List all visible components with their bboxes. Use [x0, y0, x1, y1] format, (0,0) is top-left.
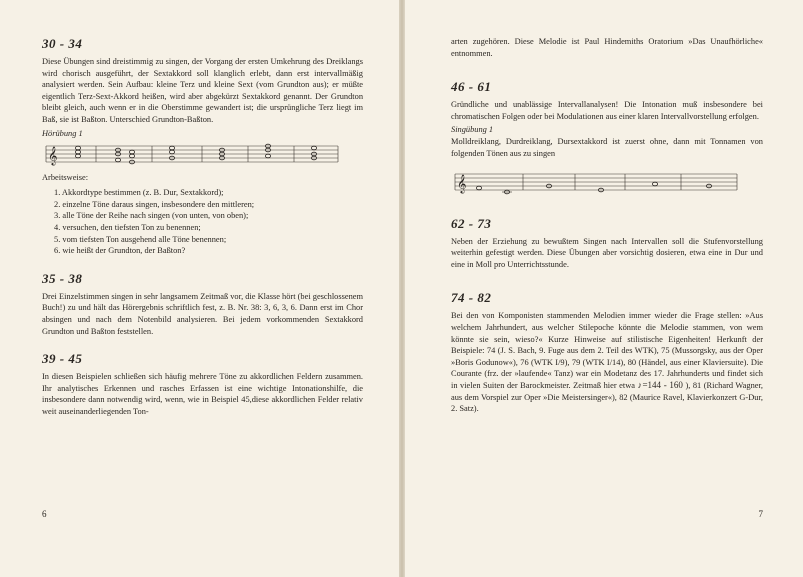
music-staff-hoeruebung [42, 142, 342, 166]
section-heading-35-38: 35 - 38 [42, 270, 83, 286]
work-method-step: 2. einzelne Töne daraus singen, insbesondere den mittleren; [54, 199, 255, 209]
continuation-paragraph: arten zugehören. Diese Melodie ist Paul Hindemiths Oratorium »Das Unaufhörliche« entnommen. [451, 37, 763, 58]
music-staff-singuebung [451, 170, 741, 196]
page-number-left: 6 [42, 509, 47, 519]
paragraph-text-after-tempo: ), 81 (Richard Wagner, aus dem Vorspiel zur Oper »Die Meistersinger«), 82 (Maurice Ravel, Klavierkonzert G-Dur, 2. Satz). [451, 380, 764, 414]
exercise-label-singuebung: Singübung 1 [451, 125, 494, 135]
work-method-step: 5. vom tiefsten Ton ausgehend alle Töne benennen; [54, 234, 227, 244]
section-heading-74-82: 74 - 82 [451, 290, 492, 306]
paragraph-text-before-tempo: Bei den von Komponisten stammenden Melodien immer wieder die Frage stellen: »Aus welchem Jahrhundert, aus welcher Stilepoche könnte die Melodie stammen, von wem könnte sie sein, wieso?« Kurze Hinweise auf stilistische Eigenheiten! Herkunft der Beispiele: 74 (J. S. Bach, 9. Fuge aus dem 2. Teil des WTK), 75 (Mussorgsky, aus der Oper »Boris Godunow«), 76 (WTK I/9), 79 (WTK I/14), 80 (Händel, aus einer Klaviersuite). Die Courante (frz. der »laufende« Tanz) war ein Modetanz des 17. Jahrhunderts und findet sich in vielen Suiten der Barockmeister. Zeitmaß hier etwa [451, 311, 763, 390]
section-heading-62-73: 62 - 73 [451, 215, 492, 231]
treble-clef-icon: 𝄞 [48, 147, 58, 165]
page-number-right: 7 [758, 509, 763, 519]
exercise-label-hoeruebung: Hörübung 1 [42, 128, 83, 138]
section-heading-46-61: 46 - 61 [451, 79, 492, 95]
right-page [405, 0, 803, 577]
section-paragraph-62-73: Neben der Erziehung zu bewußtem Singen nach Intervallen soll die Stufenvorstellung weiterhin gefestigt werden. Diese Übungen aber vorsichtig dosieren, etwa eine in Dur und eine in Moll pro Unterrichtsstunde. [451, 236, 763, 269]
section-paragraph-46-61: Gründliche und unablässige Intervallanalysen! Die Intonation muß insbesondere bei chromatischen Folgen oder bei Modulationen aus einer klaren Intervallvorstellung erfolgen. [451, 100, 763, 121]
work-method-list [42, 187, 363, 257]
section-heading-39-45: 39 - 45 [42, 351, 83, 367]
section-paragraph-74-82 [451, 310, 763, 414]
section-paragraph-30-34: Diese Übungen sind dreistimmig zu singen, der Vorgang der ersten Umkehrung des Dreiklangs wird chorisch ausgeführt, der Sextakkord soll klanglich erlebt, dann erst intervallmäßig analysiert werden. Sein Aufbau: kleine Terz und kleine Sext (vom Grundton aus); er müßte eigentlich Terz-Sext-Akkord heißen, wird aber abgekürzt Sextakkord genannt. Der Grundton bleibt gleich, auch wenn er in die Oberstimme gewandert ist; die ursprüngliche Terz liegt im Baß, sie ist Baßton. Unterschied Grundton-Baßton. [42, 57, 363, 124]
exercise-text-singuebung: Molldreiklang, Durdreiklang, Dursextakkord ist zuerst ohne, dann mit Tonnamen von folgenden Tönen aus zu singen [451, 137, 763, 158]
work-method-title: Arbeitsweise: [42, 172, 89, 182]
work-method-step: 1. Akkordtype bestimmen (z. B. Dur, Sextakkord); [54, 188, 224, 198]
work-method-step: 3. alle Töne der Reihe nach singen (von unten, von oben); [54, 211, 249, 221]
left-page [0, 0, 399, 577]
tempo-marking: ♪=144 - 160 [637, 379, 683, 390]
staff-lines [46, 146, 338, 162]
work-method-step: 4. versuchen, den tiefsten Ton zu benennen; [54, 222, 201, 232]
section-paragraph-39-45: In diesen Beispielen schließen sich häufig mehrere Töne zu akkordlichen Feldern zusammen. Ihr analytisches Erkennen und rasches Erfassen ist eine wichtige Intonationshilfe, die insbesondere dann notwendig wird, wenn, wie in Beispiel 45,diese akkordlichen Felder relativ weit auseinanderliegenden Ton- [42, 372, 363, 416]
treble-clef-icon: 𝄞 [457, 175, 467, 193]
section-heading-30-34: 30 - 34 [42, 36, 83, 51]
staff-lines [455, 174, 737, 190]
section-paragraph-35-38: Drei Einzelstimmen singen in sehr langsamem Zeitmaß vor, die Klasse hört (bei geschlossenem Buch!) zu und hält das Hörergebnis schriftlich fest, z. B. Nr. 38: 3, 6, 3, 6. Dann erst im Chor absingen und nach dem Notenbild analysieren. Bei jedem vorkommenden Sextakkord Grundton und Baßton feststellen. [42, 291, 363, 336]
single-notes [476, 182, 711, 194]
work-method-step: 6. wie heißt der Grundton, der Baßton? [54, 246, 186, 256]
